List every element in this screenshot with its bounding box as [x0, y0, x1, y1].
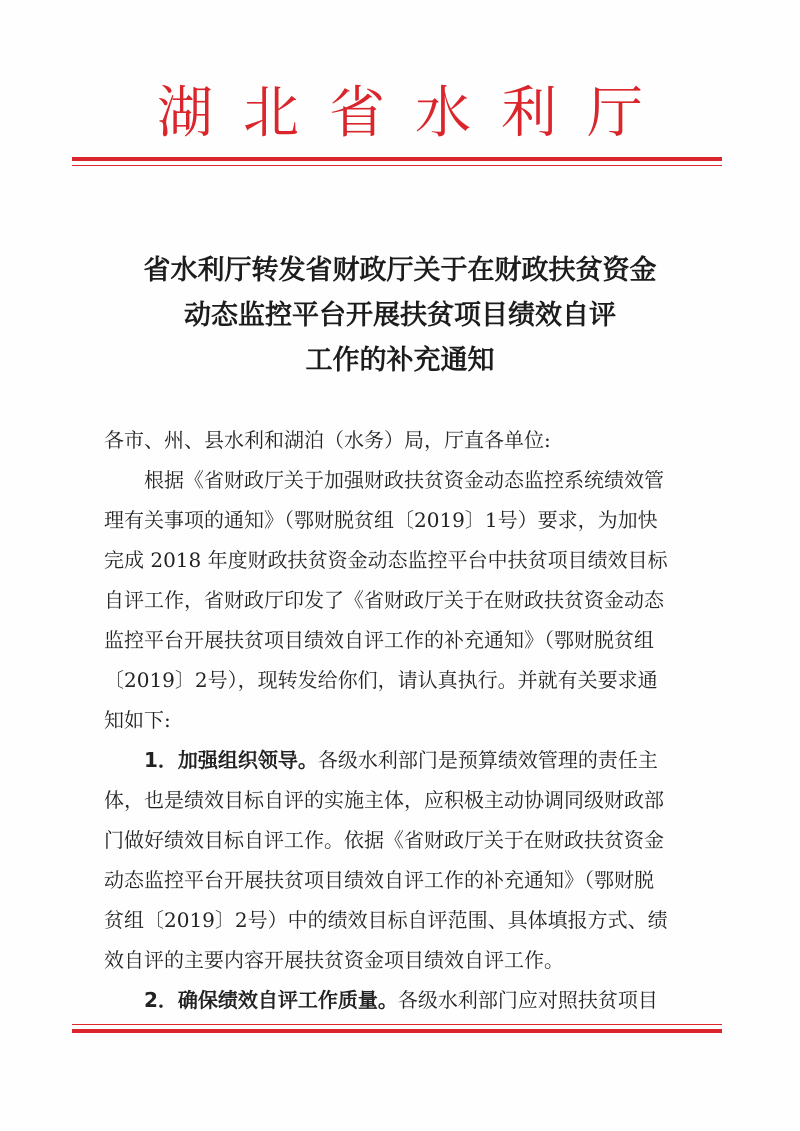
item-heading: 1．加强组织领导。	[144, 748, 318, 772]
letterhead-org-name: 湖北省水利厅	[157, 81, 673, 146]
item-text: 各级水利部门是预算绩效管理的责任主	[317, 748, 658, 772]
addressee: 各市、州、县水利和湖泊（水务）局，厅直各单位:	[104, 428, 551, 452]
document-title-line: 省水利厅转发省财政厅关于在财政扶贫资金	[143, 255, 657, 286]
paragraph-line: 完成 2018 年度财政扶贫资金动态监控平台中扶贫项目绩效目标	[104, 548, 668, 572]
item-heading: 2．确保绩效自评工作质量。	[144, 988, 398, 1012]
paragraph-line	[104, 980, 704, 1020]
paragraph-line: 知如下:	[104, 708, 171, 732]
paragraph-line: 体，也是绩效目标自评的实施主体，应积极主动协调同级财政部	[104, 788, 664, 812]
paragraph-line: 〔2019〕2号），现转发给你们，请认真执行。并就有关要求通	[104, 668, 658, 692]
paragraph-intro	[104, 460, 704, 740]
paragraph-item-1	[104, 740, 704, 980]
item-text: 各级水利部门应对照扶贫项目	[397, 988, 658, 1012]
paragraph-line: 贫组〔2019〕2号）中的绩效目标自评范围、具体填报方式、绩	[104, 908, 668, 932]
paragraph-line: 自评工作，省财政厅印发了《省财政厅关于在财政扶贫资金动态	[104, 588, 664, 612]
paragraph-line: 动态监控平台开展扶贫项目绩效自评工作的补充通知》（鄂财脱	[104, 868, 654, 892]
letterhead-rule-thick	[72, 157, 722, 161]
paragraph-line: 门做好绩效目标自评工作。依据《省财政厅关于在财政扶贫资金	[104, 828, 664, 852]
letterhead-rule-thin	[72, 165, 722, 166]
paragraph-line	[104, 740, 704, 780]
paragraph-line: 根据《省财政厅关于加强财政扶贫资金动态监控系统绩效管	[144, 468, 664, 492]
footer-rule-thin	[72, 1024, 722, 1025]
document-title	[0, 248, 800, 383]
document-title-line: 工作的补充通知	[305, 345, 495, 376]
paragraph-line: 理有关事项的通知》（鄂财脱贫组〔2019〕1号）要求，为加快	[104, 508, 658, 532]
paragraph-line: 效自评的主要内容开展扶贫资金项目绩效自评工作。	[104, 948, 564, 972]
paragraph-item-2	[104, 980, 704, 1020]
footer-rule-thick	[72, 1029, 722, 1033]
document-title-line: 动态监控平台开展扶贫项目绩效自评	[184, 300, 616, 331]
paragraph-line: 监控平台开展扶贫项目绩效自评工作的补充通知》（鄂财脱贫组	[104, 628, 654, 652]
